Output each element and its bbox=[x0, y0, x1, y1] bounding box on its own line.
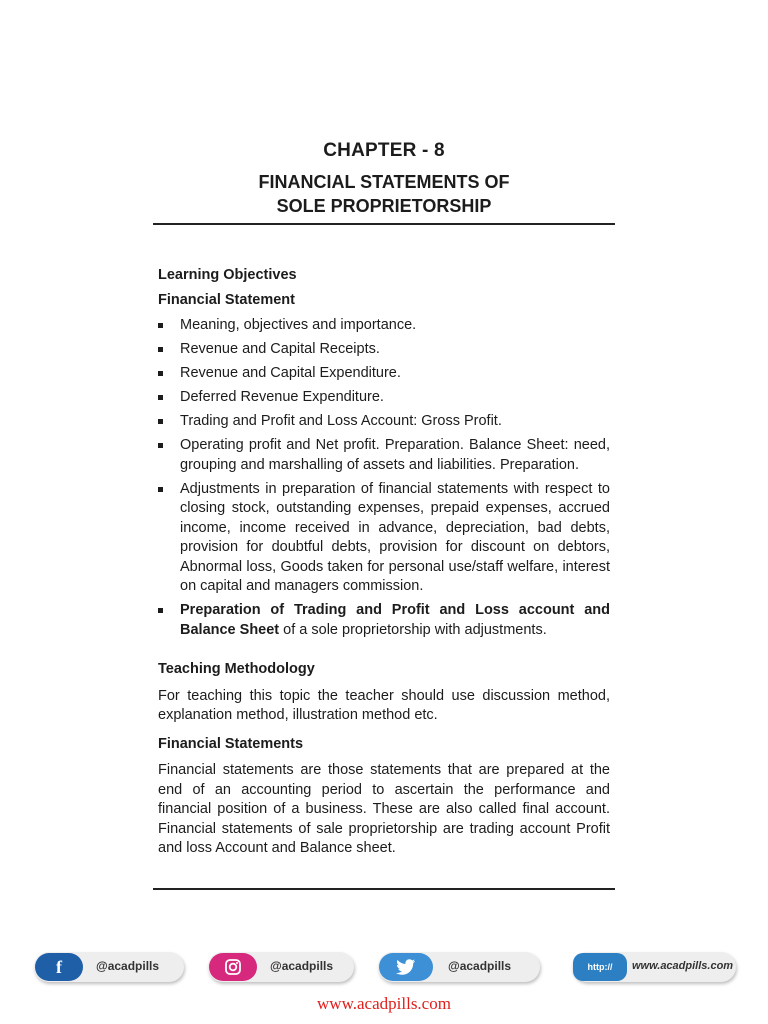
instagram-icon bbox=[209, 953, 257, 981]
list-item: Revenue and Capital Expenditure. bbox=[158, 364, 610, 384]
browser-icon: http:// bbox=[573, 953, 627, 981]
bullet-icon bbox=[158, 443, 163, 448]
facebook-badge[interactable] bbox=[34, 952, 184, 988]
footer-website-link[interactable]: www.acadpills.com bbox=[317, 994, 451, 1013]
bullet-icon bbox=[158, 487, 163, 492]
website-badge[interactable] bbox=[572, 952, 736, 988]
list-item: Trading and Profit and Loss Account: Gross Profit. bbox=[158, 412, 610, 432]
financial-statements-heading: Financial Statements bbox=[158, 735, 304, 752]
twitter-badge[interactable] bbox=[378, 952, 540, 988]
list-item: Deferred Revenue Expenditure. bbox=[158, 388, 610, 408]
bullet-icon bbox=[158, 419, 163, 424]
learning-objectives-heading: Learning Objectives bbox=[158, 267, 297, 283]
title-divider bbox=[153, 223, 615, 225]
list-item bbox=[158, 601, 610, 640]
twitter-icon bbox=[379, 953, 433, 981]
objective-text: of a sole proprietorship with adjustments. bbox=[279, 621, 547, 638]
list-item: Operating profit and Net profit. Preparation. Balance Sheet: need, grouping and marshalling of assets and liabilities. Preparation. bbox=[158, 436, 610, 475]
website-handle: www.acadpills.com bbox=[632, 960, 734, 972]
facebook-handle: @acadpills bbox=[96, 959, 160, 973]
financial-statements-text: Financial statements are those statements that are prepared at the end of an accounting period to ascertain the performance and financial position of a business. These are also called final account. Financial statements of sale proprietorship are trading account Profit and loss Account and Balance sheet. bbox=[158, 762, 610, 856]
main-content bbox=[158, 266, 610, 859]
footer-divider bbox=[153, 888, 615, 890]
list-item: Revenue and Capital Receipts. bbox=[158, 340, 610, 360]
financial-statement-heading: Financial Statement bbox=[158, 291, 295, 308]
list-item: Meaning, objectives and importance. bbox=[158, 316, 610, 336]
chapter-title-line-1: FINANCIAL STATEMENTS OF bbox=[258, 172, 510, 192]
teaching-methodology-heading: Teaching Methodology bbox=[158, 661, 315, 677]
chapter-title bbox=[0, 170, 768, 218]
bullet-icon bbox=[158, 323, 163, 328]
facebook-icon: f bbox=[35, 953, 83, 981]
objective-bold-text: Preparation of Trading and Profit and Loss account and Balance Sheet bbox=[180, 602, 610, 638]
bullet-icon bbox=[158, 395, 163, 400]
list-item: Adjustments in preparation of financial statements with respect to closing stock, outstanding expenses, prepaid expenses, accrued income, income received in advance, depreciation, bad debts, provision for doubtful debts, provision for discount on debtors, Abnormal loss, Goods taken for personal use/staff welfare, interest on capital and managers commission. bbox=[158, 480, 610, 597]
bullet-icon bbox=[158, 608, 163, 613]
bullet-icon bbox=[158, 371, 163, 376]
objectives-list bbox=[158, 316, 610, 640]
chapter-number: CHAPTER - 8 bbox=[323, 140, 445, 161]
instagram-handle: @acadpills bbox=[270, 959, 334, 973]
instagram-badge[interactable] bbox=[208, 952, 354, 988]
teaching-methodology-text: For teaching this topic the teacher should use discussion method, explanation method, illustration method etc. bbox=[158, 687, 610, 723]
bullet-icon bbox=[158, 347, 163, 352]
twitter-handle: @acadpills bbox=[448, 959, 512, 973]
chapter-title-line-2: SOLE PROPRIETORSHIP bbox=[276, 196, 492, 216]
